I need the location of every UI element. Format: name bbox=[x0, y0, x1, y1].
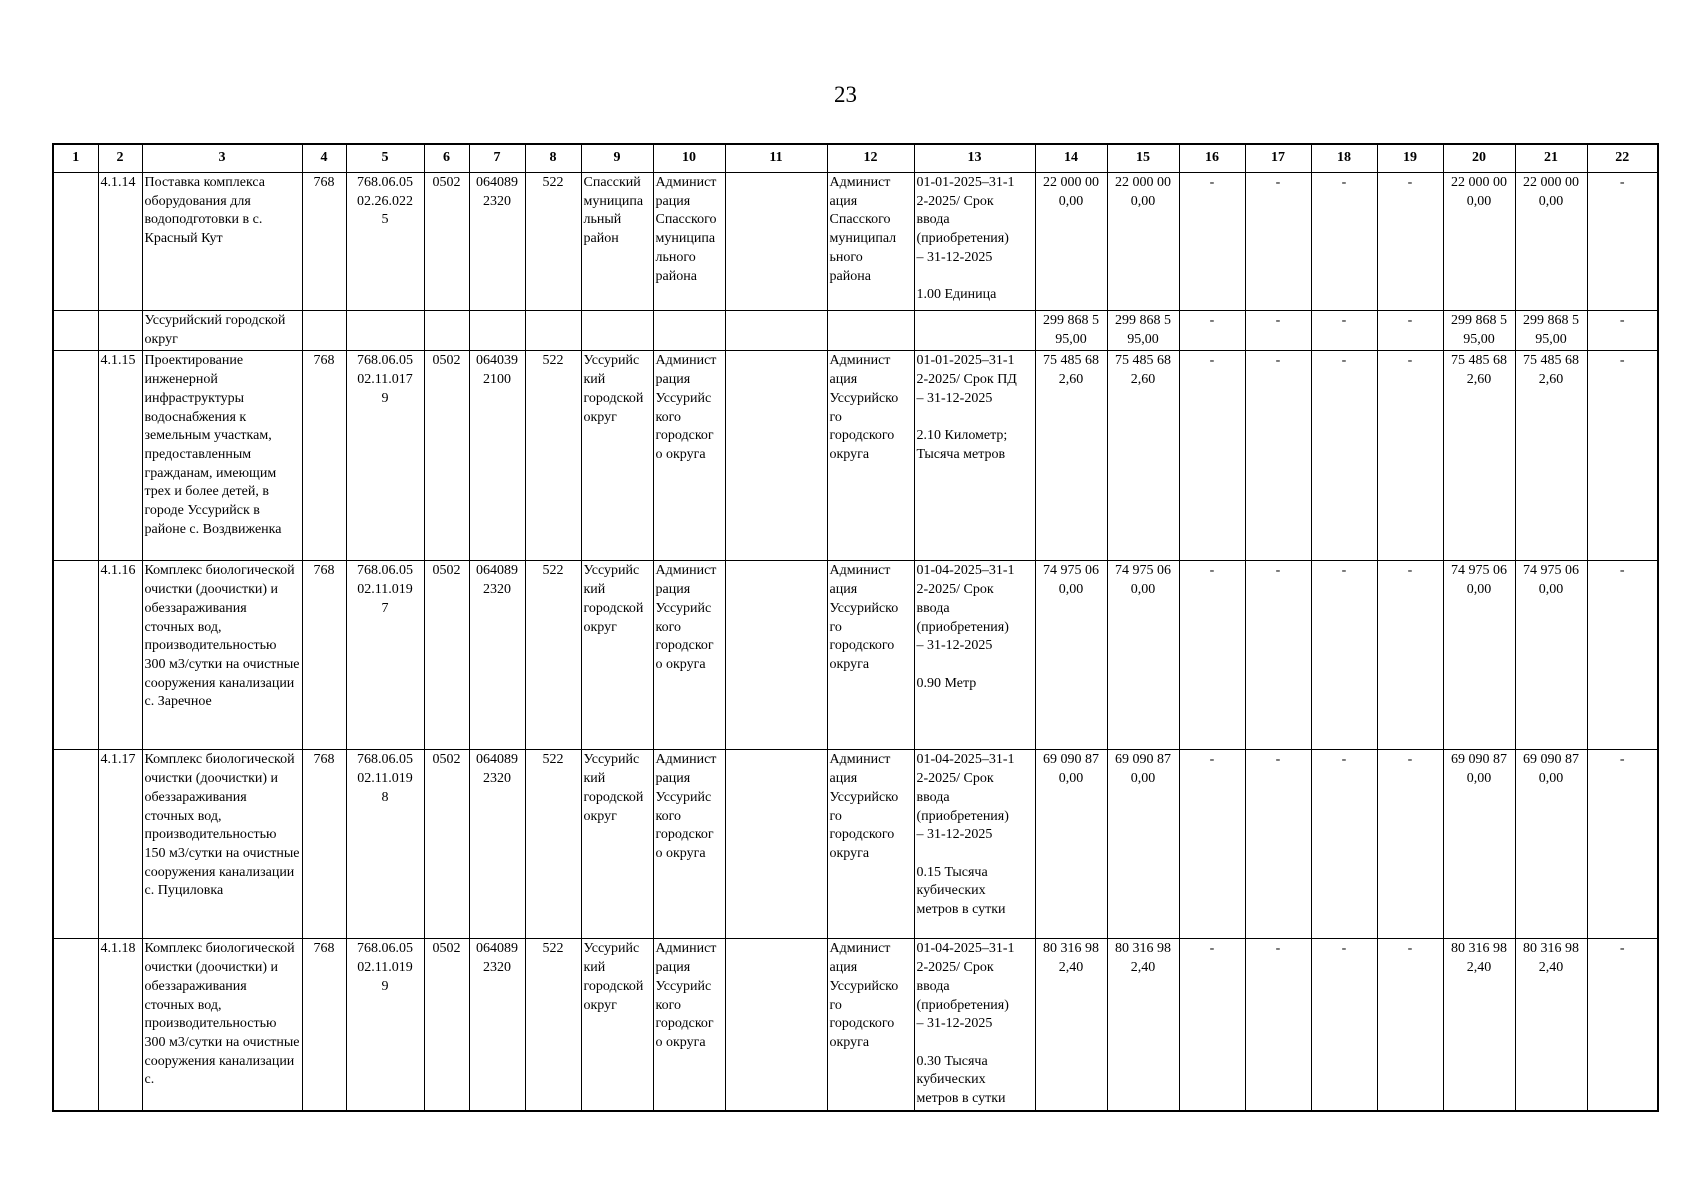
cell-col-6: 0502 bbox=[424, 939, 469, 1111]
column-header-22: 22 bbox=[1587, 144, 1658, 173]
cell-col-7 bbox=[469, 311, 525, 351]
cell-col-17: - bbox=[1245, 561, 1311, 750]
cell-col-16: - bbox=[1179, 561, 1245, 750]
cell-col-19: - bbox=[1377, 939, 1443, 1111]
cell-col-5: 768.06.05 02.11.019 9 bbox=[346, 939, 424, 1111]
column-header-11: 11 bbox=[725, 144, 827, 173]
cell-col-16: - bbox=[1179, 173, 1245, 311]
cell-col-4: 768 bbox=[302, 561, 346, 750]
cell-col-3: Комплекс биологической очистки (доочистки) и обеззараживания сточных вод, производительностью 300 м3/сутки на очистные сооружения канализации с. bbox=[142, 939, 302, 1111]
cell-col-21: 299 868 5 95,00 bbox=[1515, 311, 1587, 351]
column-header-16: 16 bbox=[1179, 144, 1245, 173]
cell-col-1 bbox=[53, 351, 98, 561]
cell-col-3: Поставка комплекса оборудования для водоподготовки в с. Красный Кут bbox=[142, 173, 302, 311]
column-header-1: 1 bbox=[53, 144, 98, 173]
cell-col-7: 064089 2320 bbox=[469, 750, 525, 939]
cell-col-22: - bbox=[1587, 750, 1658, 939]
cell-col-20: 74 975 06 0,00 bbox=[1443, 561, 1515, 750]
cell-col-9: Уссурийс кий городской округ bbox=[581, 939, 653, 1111]
cell-col-6: 0502 bbox=[424, 561, 469, 750]
cell-col-18: - bbox=[1311, 750, 1377, 939]
cell-col-6: 0502 bbox=[424, 173, 469, 311]
cell-col-2: 4.1.14 bbox=[98, 173, 142, 311]
cell-col-20: 80 316 98 2,40 bbox=[1443, 939, 1515, 1111]
cell-col-12: Админист ация Уссурийско го городского округа bbox=[827, 351, 914, 561]
cell-col-6: 0502 bbox=[424, 351, 469, 561]
cell-col-20: 22 000 00 0,00 bbox=[1443, 173, 1515, 311]
cell-col-16: - bbox=[1179, 939, 1245, 1111]
cell-col-3: Комплекс биологической очистки (доочистки) и обеззараживания сточных вод, производительностью 150 м3/сутки на очистные сооружения канализации с. Пуциловка bbox=[142, 750, 302, 939]
cell-col-17: - bbox=[1245, 939, 1311, 1111]
cell-col-1 bbox=[53, 311, 98, 351]
cell-col-4: 768 bbox=[302, 750, 346, 939]
cell-col-15: 80 316 98 2,40 bbox=[1107, 939, 1179, 1111]
page-number: 23 bbox=[834, 82, 857, 107]
cell-col-1 bbox=[53, 173, 98, 311]
cell-col-9: Уссурийс кий городской округ bbox=[581, 750, 653, 939]
cell-col-10: Админист рация Спасского муниципа льного района bbox=[653, 173, 725, 311]
cell-col-13 bbox=[914, 311, 1035, 351]
column-header-5: 5 bbox=[346, 144, 424, 173]
cell-col-5: 768.06.05 02.11.019 7 bbox=[346, 561, 424, 750]
cell-col-3: Проектирование инженерной инфраструктуры водоснабжения к земельным участкам, предоставленным гражданам, имеющим трех и более детей, в городе Уссурийск в районе с. Воздвиженка bbox=[142, 351, 302, 561]
cell-col-2: 4.1.17 bbox=[98, 750, 142, 939]
cell-col-16: - bbox=[1179, 750, 1245, 939]
cell-col-20: 75 485 68 2,60 bbox=[1443, 351, 1515, 561]
cell-col-13: 01-01-2025–31-1 2-2025/ Срок ввода (приобретения) – 31-12-2025 1.00 Единица bbox=[914, 173, 1035, 311]
table-row bbox=[53, 750, 1658, 939]
column-header-17: 17 bbox=[1245, 144, 1311, 173]
table-row bbox=[53, 351, 1658, 561]
cell-col-15: 299 868 5 95,00 bbox=[1107, 311, 1179, 351]
cell-col-14: 80 316 98 2,40 bbox=[1035, 939, 1107, 1111]
cell-col-15: 75 485 68 2,60 bbox=[1107, 351, 1179, 561]
cell-col-14: 74 975 06 0,00 bbox=[1035, 561, 1107, 750]
column-header-8: 8 bbox=[525, 144, 581, 173]
cell-col-7: 064089 2320 bbox=[469, 173, 525, 311]
cell-col-13: 01-04-2025–31-1 2-2025/ Срок ввода (приобретения) – 31-12-2025 0.15 Тысяча кубических метров в сутки bbox=[914, 750, 1035, 939]
cell-col-20: 69 090 87 0,00 bbox=[1443, 750, 1515, 939]
header-row bbox=[53, 144, 1658, 173]
table-body bbox=[53, 173, 1658, 1111]
cell-col-21: 74 975 06 0,00 bbox=[1515, 561, 1587, 750]
cell-col-4: 768 bbox=[302, 173, 346, 311]
cell-col-3: Комплекс биологической очистки (доочистки) и обеззараживания сточных вод, производительностью 300 м3/сутки на очистные сооружения канализации с. Заречное bbox=[142, 561, 302, 750]
cell-col-17: - bbox=[1245, 351, 1311, 561]
cell-col-22: - bbox=[1587, 561, 1658, 750]
cell-col-4 bbox=[302, 311, 346, 351]
cell-col-22: - bbox=[1587, 351, 1658, 561]
column-header-14: 14 bbox=[1035, 144, 1107, 173]
subtotal-row bbox=[53, 311, 1658, 351]
column-header-13: 13 bbox=[914, 144, 1035, 173]
cell-col-21: 22 000 00 0,00 bbox=[1515, 173, 1587, 311]
column-header-7: 7 bbox=[469, 144, 525, 173]
cell-col-13: 01-04-2025–31-1 2-2025/ Срок ввода (приобретения) – 31-12-2025 0.30 Тысяча кубических метров в сутки bbox=[914, 939, 1035, 1111]
cell-col-17: - bbox=[1245, 173, 1311, 311]
cell-col-18: - bbox=[1311, 173, 1377, 311]
cell-col-19: - bbox=[1377, 351, 1443, 561]
cell-col-2: 4.1.18 bbox=[98, 939, 142, 1111]
cell-col-8: 522 bbox=[525, 750, 581, 939]
cell-col-9: Спасский муниципа льный район bbox=[581, 173, 653, 311]
cell-col-5: 768.06.05 02.11.017 9 bbox=[346, 351, 424, 561]
cell-col-19: - bbox=[1377, 311, 1443, 351]
table-row bbox=[53, 939, 1658, 1111]
cell-col-8 bbox=[525, 311, 581, 351]
cell-col-11 bbox=[725, 750, 827, 939]
column-header-18: 18 bbox=[1311, 144, 1377, 173]
cell-col-10: Админист рация Уссурийс кого городског о округа bbox=[653, 351, 725, 561]
cell-col-1 bbox=[53, 939, 98, 1111]
cell-col-11 bbox=[725, 351, 827, 561]
cell-col-14: 69 090 87 0,00 bbox=[1035, 750, 1107, 939]
column-header-12: 12 bbox=[827, 144, 914, 173]
cell-col-13: 01-04-2025–31-1 2-2025/ Срок ввода (приобретения) – 31-12-2025 0.90 Метр bbox=[914, 561, 1035, 750]
cell-col-5: 768.06.05 02.26.022 5 bbox=[346, 173, 424, 311]
cell-col-16: - bbox=[1179, 311, 1245, 351]
cell-col-10: Админист рация Уссурийс кого городског о округа bbox=[653, 750, 725, 939]
cell-col-17: - bbox=[1245, 750, 1311, 939]
cell-col-1 bbox=[53, 750, 98, 939]
cell-col-15: 74 975 06 0,00 bbox=[1107, 561, 1179, 750]
cell-col-4: 768 bbox=[302, 939, 346, 1111]
cell-col-14: 299 868 5 95,00 bbox=[1035, 311, 1107, 351]
cell-col-19: - bbox=[1377, 561, 1443, 750]
table-row bbox=[53, 173, 1658, 311]
cell-col-9: Уссурийс кий городской округ bbox=[581, 561, 653, 750]
cell-col-16: - bbox=[1179, 351, 1245, 561]
cell-col-10 bbox=[653, 311, 725, 351]
cell-col-4: 768 bbox=[302, 351, 346, 561]
cell-col-10: Админист рация Уссурийс кого городског о округа bbox=[653, 561, 725, 750]
column-header-2: 2 bbox=[98, 144, 142, 173]
cell-col-15: 69 090 87 0,00 bbox=[1107, 750, 1179, 939]
cell-col-3: Уссурийский городской округ bbox=[142, 311, 302, 351]
column-header-21: 21 bbox=[1515, 144, 1587, 173]
cell-col-9: Уссурийс кий городской округ bbox=[581, 351, 653, 561]
cell-col-14: 22 000 00 0,00 bbox=[1035, 173, 1107, 311]
budget-table bbox=[52, 143, 1659, 1112]
cell-col-10: Админист рация Уссурийс кого городског о округа bbox=[653, 939, 725, 1111]
cell-col-12: Админист ация Спасского муниципал ьного района bbox=[827, 173, 914, 311]
cell-col-8: 522 bbox=[525, 351, 581, 561]
cell-col-22: - bbox=[1587, 939, 1658, 1111]
cell-col-9 bbox=[581, 311, 653, 351]
cell-col-5: 768.06.05 02.11.019 8 bbox=[346, 750, 424, 939]
column-header-20: 20 bbox=[1443, 144, 1515, 173]
cell-col-18: - bbox=[1311, 561, 1377, 750]
cell-col-21: 80 316 98 2,40 bbox=[1515, 939, 1587, 1111]
column-header-4: 4 bbox=[302, 144, 346, 173]
cell-col-13: 01-01-2025–31-1 2-2025/ Срок ПД – 31-12-2025 2.10 Километр; Тысяча метров bbox=[914, 351, 1035, 561]
cell-col-2: 4.1.15 bbox=[98, 351, 142, 561]
cell-col-7: 064089 2320 bbox=[469, 561, 525, 750]
cell-col-22: - bbox=[1587, 311, 1658, 351]
cell-col-21: 69 090 87 0,00 bbox=[1515, 750, 1587, 939]
cell-col-7: 064089 2320 bbox=[469, 939, 525, 1111]
table-row bbox=[53, 561, 1658, 750]
cell-col-19: - bbox=[1377, 173, 1443, 311]
cell-col-12: Админист ация Уссурийско го городского округа bbox=[827, 561, 914, 750]
cell-col-12 bbox=[827, 311, 914, 351]
cell-col-8: 522 bbox=[525, 561, 581, 750]
cell-col-7: 064039 2100 bbox=[469, 351, 525, 561]
cell-col-18: - bbox=[1311, 939, 1377, 1111]
cell-col-18: - bbox=[1311, 311, 1377, 351]
cell-col-15: 22 000 00 0,00 bbox=[1107, 173, 1179, 311]
cell-col-6: 0502 bbox=[424, 750, 469, 939]
cell-col-11 bbox=[725, 561, 827, 750]
column-header-9: 9 bbox=[581, 144, 653, 173]
column-header-6: 6 bbox=[424, 144, 469, 173]
cell-col-22: - bbox=[1587, 173, 1658, 311]
cell-col-21: 75 485 68 2,60 bbox=[1515, 351, 1587, 561]
column-header-15: 15 bbox=[1107, 144, 1179, 173]
cell-col-12: Админист ация Уссурийско го городского округа bbox=[827, 750, 914, 939]
cell-col-2: 4.1.16 bbox=[98, 561, 142, 750]
cell-col-14: 75 485 68 2,60 bbox=[1035, 351, 1107, 561]
cell-col-1 bbox=[53, 561, 98, 750]
cell-col-17: - bbox=[1245, 311, 1311, 351]
column-header-3: 3 bbox=[142, 144, 302, 173]
cell-col-12: Админист ация Уссурийско го городского округа bbox=[827, 939, 914, 1111]
cell-col-18: - bbox=[1311, 351, 1377, 561]
column-header-19: 19 bbox=[1377, 144, 1443, 173]
cell-col-11 bbox=[725, 939, 827, 1111]
column-header-10: 10 bbox=[653, 144, 725, 173]
cell-col-6 bbox=[424, 311, 469, 351]
cell-col-11 bbox=[725, 311, 827, 351]
cell-col-5 bbox=[346, 311, 424, 351]
cell-col-20: 299 868 5 95,00 bbox=[1443, 311, 1515, 351]
cell-col-2 bbox=[98, 311, 142, 351]
cell-col-8: 522 bbox=[525, 173, 581, 311]
cell-col-8: 522 bbox=[525, 939, 581, 1111]
cell-col-19: - bbox=[1377, 750, 1443, 939]
cell-col-11 bbox=[725, 173, 827, 311]
